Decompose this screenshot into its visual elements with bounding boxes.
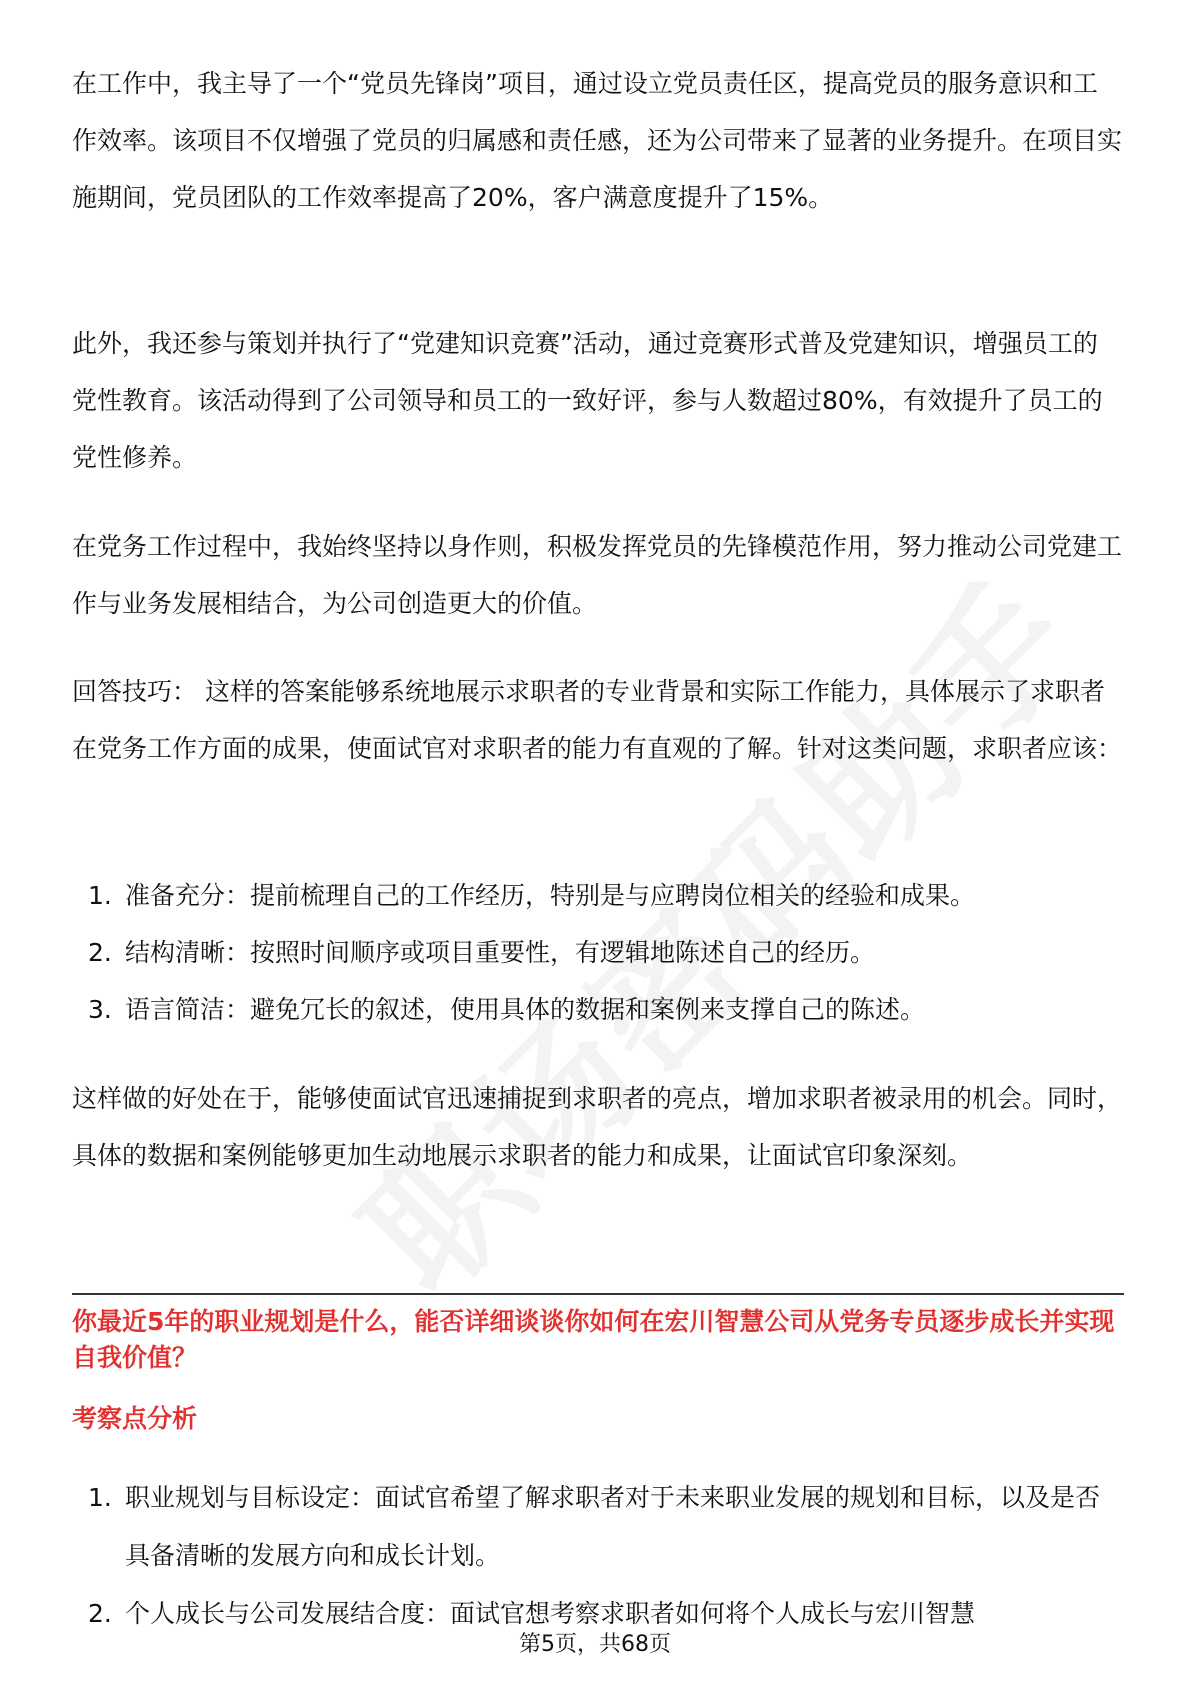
list-item-number: 3.: [88, 995, 112, 1024]
paragraph-answer-tips: 回答技巧： 这样的答案能够系统地展示求职者的专业背景和实际工作能力，具体展示了求职者在党务工作方面的成果，使面试官对求职者的能力有直观的了解。针对这类问题，求职者应该：: [72, 677, 1123, 763]
paragraph-project: 在工作中，我主导了一个“党员先锋岗”项目，通过设立党员责任区，提高党员的服务意识和工作效率。该项目不仅增强了党员的归属感和责任感，还为公司带来了显著的业务提升。在项目实施期间，党员团队的工作效率提高了20%，客户满意度提升了15%。: [72, 69, 1123, 212]
list-item-text: 职业规划与目标设定：面试官希望了解求职者对于未来职业发展的规划和目标，以及是否具备清晰的发展方向和成长计划。: [125, 1483, 1101, 1570]
list-item-text: 结构清晰：按照时间顺序或项目重要性，有逻辑地陈述自己的经历。: [125, 938, 876, 967]
list-item-text: 个人成长与公司发展结合度：面试官想考察求职者如何将个人成长与宏川智慧: [125, 1599, 976, 1628]
analysis-heading: 考察点分析: [72, 1404, 198, 1433]
tips-list: [72, 867, 1122, 1038]
section-divider: [72, 1293, 1124, 1295]
list-item-text: 准备充分：提前梳理自己的工作经历，特别是与应聘岗位相关的经验和成果。: [125, 881, 976, 910]
page-number: 第5页，共68页: [519, 1632, 671, 1657]
paragraph-benefits: 这样做的好处在于，能够使面试官迅速捕捉到求职者的亮点，增加求职者被录用的机会。同时，具体的数据和案例能够更加生动地展示求职者的能力和成果，让面试官印象深刻。: [72, 1084, 1123, 1170]
paragraph-contest: 此外，我还参与策划并执行了“党建知识竞赛”活动，通过竞赛形式普及党建知识，增强员工的党性教育。该活动得到了公司领导和员工的一致好评，参与人数超过80%，有效提升了员工的党性修养。: [72, 329, 1103, 472]
list-item: [72, 1469, 1122, 1585]
list-item-number: 2.: [88, 1599, 112, 1628]
list-item-number: 1.: [88, 881, 112, 910]
list-item-number: 1.: [88, 1483, 112, 1512]
list-item-number: 2.: [88, 938, 112, 967]
list-item: [72, 867, 1122, 924]
analysis-list: [72, 1469, 1122, 1643]
paragraph-summary: 在党务工作过程中，我始终坚持以身作则，积极发挥党员的先锋模范作用，努力推动公司党建工作与业务发展相结合，为公司创造更大的价值。: [72, 532, 1123, 618]
interview-question: 你最近5年的职业规划是什么，能否详细谈谈你如何在宏川智慧公司从党务专员逐步成长并实现自我价值？: [72, 1307, 1115, 1372]
list-item-text: 语言简洁：避免冗长的叙述，使用具体的数据和案例来支撑自己的陈述。: [125, 995, 926, 1024]
list-item: [72, 981, 1122, 1038]
list-item: [72, 924, 1122, 981]
